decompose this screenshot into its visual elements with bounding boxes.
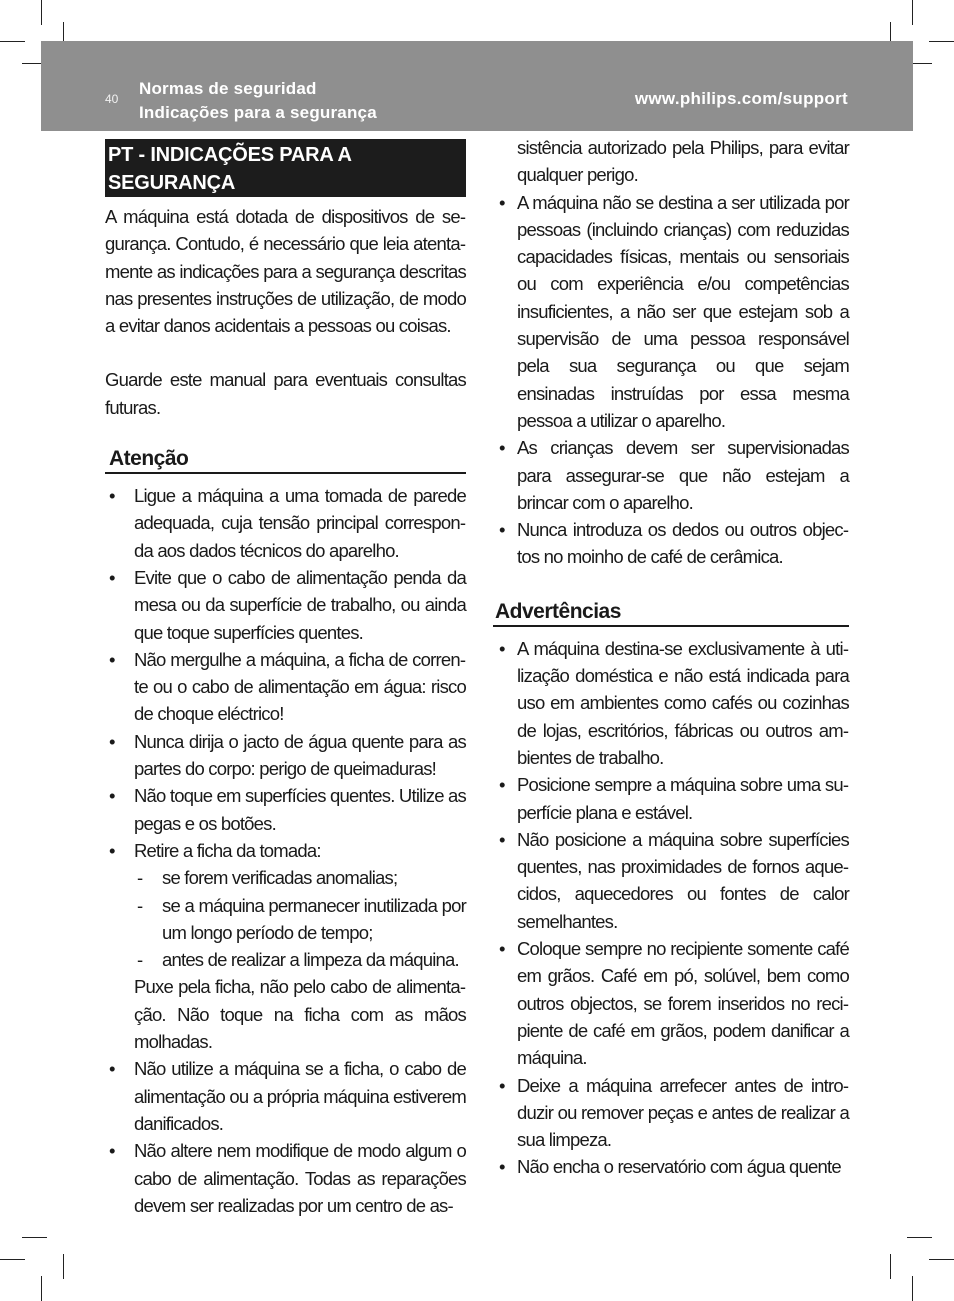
list-item-text: Nunca introduza os dedos ou outros objectos no moinho de café de cerâmica. [517,519,849,568]
list-item [493,189,849,435]
crop-mark [0,1259,25,1260]
attention-list-continued [493,189,849,571]
bullet-icon: • [109,730,115,752]
list-item [105,837,466,1055]
continuation-text: sistência autorizado pela Philips, para evitar qualquer perigo. [517,137,849,186]
crop-mark [22,1237,47,1238]
crop-mark [912,0,913,25]
list-item-text: As crianças devem ser supervisionadas para assegurar-se que não estejam a brincar com o aparelho. [517,437,849,513]
list-item-text: Não altere nem modifique de modo algum o cabo de alimentação. Todas as reparações devem ser realizadas por um centro de as- [134,1140,466,1216]
section-heading-advertencias: Advertências [493,598,849,627]
bullet-icon: • [499,191,505,213]
sub-list [134,864,466,973]
list-item-text: Evite que o cabo de alimentação penda da mesa ou da superfície de trabalho, ou ainda que toque superfícies quentes. [134,566,466,643]
sub-list-item-text: antes de realizar a limpeza da máquina. [162,949,459,971]
list-item-text: A máquina não se destina a ser utilizada por pessoas (incluindo crianças) com reduzidas capacidades físicas, mentais ou sensoriais ou com experiência e/ou competências insuficientes, a não ser que estejam sob a supervisão de uma pessoa responsável pela sua segurança ou que sejam ensinadas instruídas por essa mesma pessoa a utilizar o aparelho. [517,191,849,431]
crop-mark [912,1276,913,1301]
bullet-icon: • [499,519,505,541]
list-item-text: Não posicione a máquina sobre superfícies quentes, nas proximidades de fornos aquecidos, aquecedores ou fontes de calor semelhantes. [517,828,849,932]
crop-mark [929,41,954,42]
list-item-text: Retire a ficha da tomada: [134,839,321,861]
list-item [493,771,849,826]
list-item [105,1055,466,1137]
bullet-icon: • [109,566,115,588]
right-column [493,134,849,1181]
bullet-icon: • [499,637,505,659]
list-item [493,516,849,571]
sub-list-item-text: se a máquina permanecer inutilizada por um longo período de tempo; [162,894,466,943]
sub-list-item [134,892,466,947]
bullet-icon: • [109,1058,115,1080]
list-item [493,1072,849,1154]
bullet-icon: • [109,839,115,861]
crop-mark [41,1276,42,1301]
warnings-list [493,635,849,1181]
bullet-icon: • [109,485,115,507]
page-number: 40 [105,92,119,106]
sub-list-item [134,946,466,973]
list-item-note: Puxe pela ficha, não pelo cabo de alimentação. Não toque na ficha com as mãos molhadas. [134,976,466,1053]
section-heading-atencao: Atenção [105,445,466,474]
list-item-text: Não toque em superfícies quentes. Utilize as pegas e os botões. [134,785,466,834]
bullet-icon: • [109,1140,115,1162]
crop-mark [0,41,25,42]
page-header [41,41,913,131]
list-item [493,935,849,1071]
support-url[interactable]: www.philips.com/support [634,89,848,108]
bullet-icon: • [109,785,115,807]
bullet-icon: • [499,774,505,796]
list-item-text: Nunca dirija o jacto de água quente para as partes do corpo: perigo de queimaduras! [134,730,466,780]
list-item [493,1153,849,1180]
bullet-icon: • [499,1074,505,1096]
crop-mark [41,0,42,25]
bullet-icon: • [499,1156,505,1178]
list-item-text: Não utilize a máquina se a ficha, o cabo de alimentação ou a própria máquina estiverem danificados. [134,1058,466,1134]
list-item-text: Não mergulhe a máquina, a ficha de corrente ou o cabo de alimentação em água: risco de choque eléctrico! [134,648,466,725]
sub-list-item [134,864,466,891]
list-item [105,482,466,564]
bullet-icon: • [109,648,115,670]
list-item-text: Deixe a máquina arrefecer antes de introduzir ou remover peças e antes de realizar a sua limpeza. [517,1074,849,1151]
spacer [105,339,466,366]
crop-mark [890,1254,891,1279]
list-item-text: Não encha o reservatório com água quente [517,1156,841,1178]
list-item [105,646,466,728]
header-title-es: Normas de seguridad [139,79,317,98]
list-item [493,635,849,771]
left-column [105,134,466,1219]
bullet-icon: • [499,938,505,960]
list-item [105,782,466,837]
dash-icon: - [137,867,143,889]
list-item-text: Coloque sempre no recipiente somente café em grãos. Café em pó, solúvel, bem como outros objectos, se forem inseridos no recipiente de café em grãos, podem danificar a máquina. [517,938,849,1069]
list-item-text: Ligue a máquina a uma tomada de parede adequada, cuja tensão principal corresponda aos dados técnicos do aparelho. [134,485,466,561]
crop-mark [63,1254,64,1279]
attention-list [105,482,466,1219]
list-item-text: A máquina destina-se exclusivamente à utilização doméstica e não está indicada para uso em ambientes como cafés ou cozinhas de lojas, escritórios, fábricas ou outros ambientes de trabalho. [517,637,849,768]
continuation-block [493,134,849,189]
dash-icon: - [137,894,143,916]
list-item [105,728,466,783]
list-item [105,1137,466,1219]
list-item [105,564,466,646]
list-item-text: Posicione sempre a máquina sobre uma superfície plana e estável. [517,774,849,823]
bullet-icon: • [499,828,505,850]
list-item [493,434,849,516]
sub-list-item-text: se forem verificadas anomalias; [162,867,398,889]
intro-paragraph-2: Guarde este manual para eventuais consultas futuras. [105,369,466,418]
intro-paragraph: A máquina está dotada de dispositivos de segurança. Contudo, é necessário que leia atentamente as indicações para a segurança descritas nas presentes instruções de utilização, de modo a evitar danos acidentais a pessoas ou coisas. [105,206,466,337]
bullet-icon: • [499,437,505,459]
dash-icon: - [137,949,143,971]
header-title-pt: Indicações para a segurança [139,103,377,122]
page-title: PT - INDICAÇÕES PARA A SEGURANÇA [105,139,466,197]
crop-mark [929,1259,954,1260]
crop-mark [907,1237,932,1238]
list-item [493,826,849,935]
